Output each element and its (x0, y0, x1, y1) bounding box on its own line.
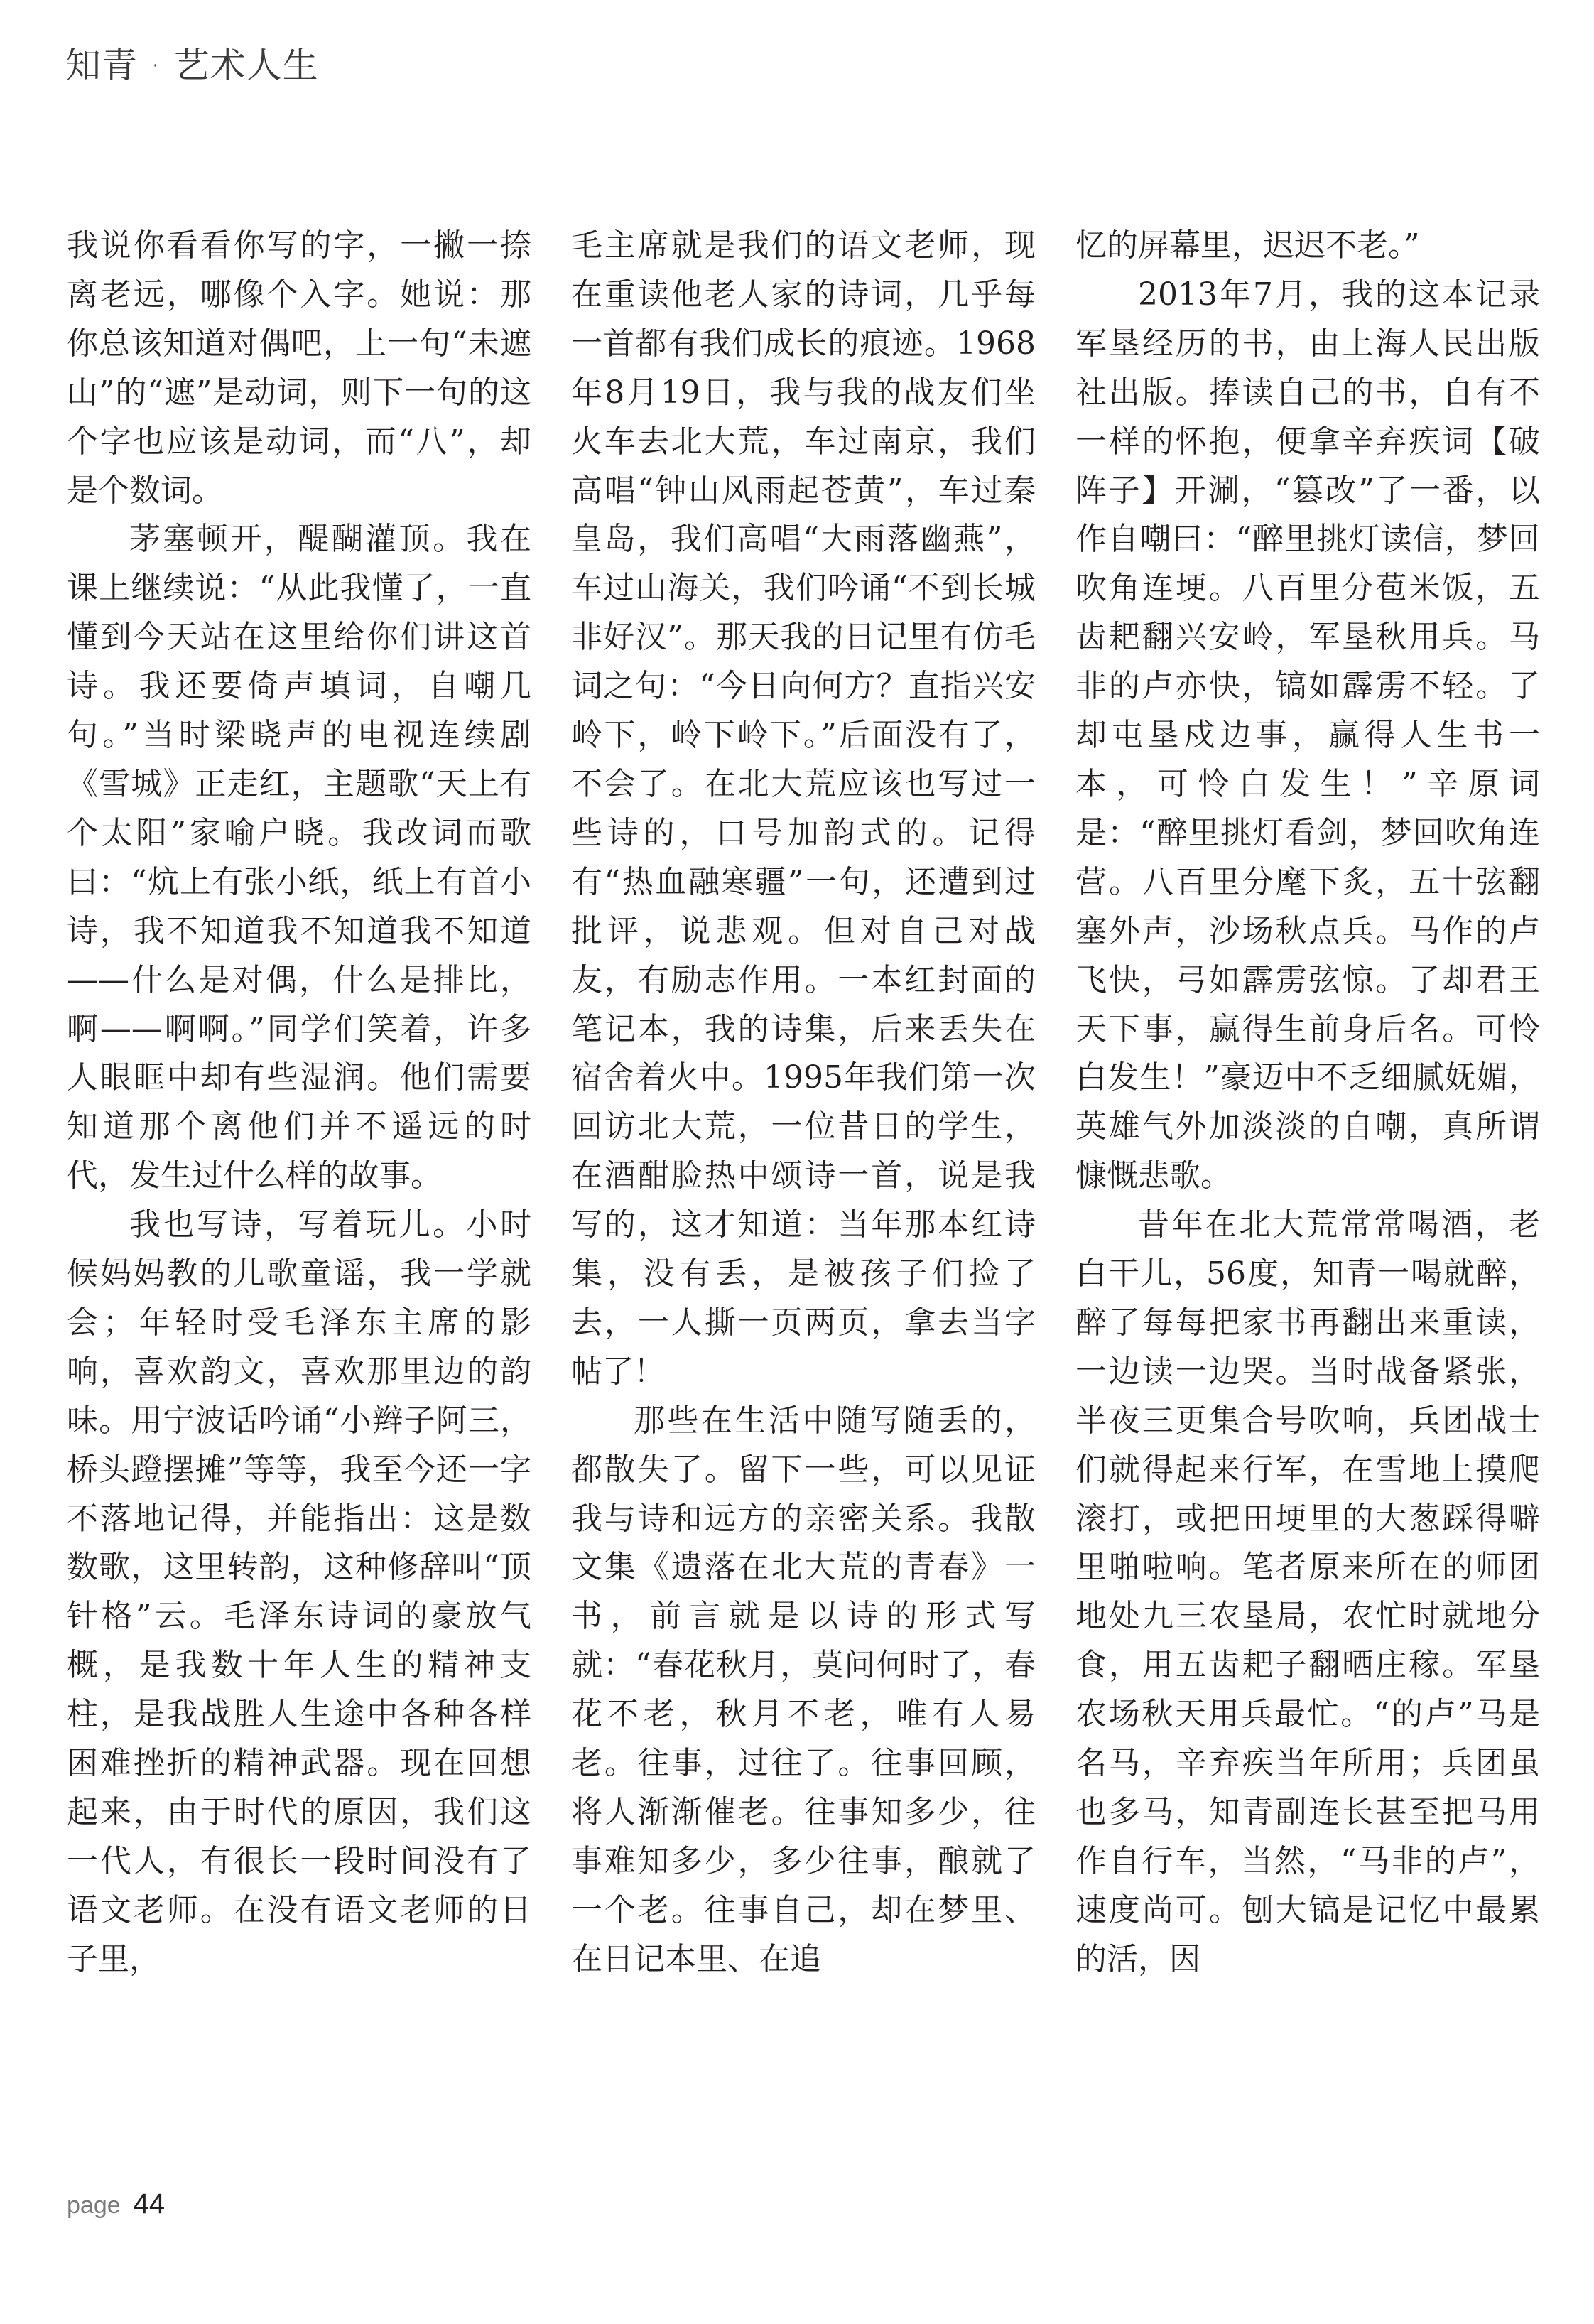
text-column-3 (1075, 222, 1540, 1984)
paragraph: 2013年7月，我的这本记录军垦经历的书，由上海人民出版社出版。捧读自己的书，自有不一样的怀抱，便拿辛弃疾词【破阵子】开涮，“篡改”了一番，以作自嘲曰：“醉里挑灯读信，梦回吹角连埂。八百里分苞米饭，五齿耙翻兴安岭，军垦秋用兵。马非的卢亦快，镐如霹雳不轻。了却屯垦戍边事，赢得人生书一本，可怜白发生！”辛原词是：“醉里挑灯看剑，梦回吹角连营。八百里分麾下炙，五十弦翻塞外声，沙场秋点兵。马作的卢飞快，弓如霹雳弦惊。了却君王天下事，赢得生前身后名。可怜白发生！”豪迈中不乏细腻妩媚，英雄气外加淡淡的自嘲，真所谓慷慨悲歌。 (1075, 276, 1540, 1194)
paragraph: 毛主席就是我们的语文老师，现在重读他老人家的诗词，几乎每一首都有我们成长的痕迹。1968年8月19日，我与我的战友们坐火车去北大荒，车过南京，我们高唱“钟山风雨起苍黄”，车过秦皇岛，我们高唱“大雨落幽燕”，车过山海关，我们吟诵“不到长城非好汉”。那天我的日记里有仿毛词之句：“今日向何方？直指兴安岭下，岭下岭下。”后面没有了，不会了。在北大荒应该也写过一些诗的，口号加韵式的。记得有“热血融寒疆”一句，还遭到过批评，说悲观。但对自己对战友，有励志作用。一本红封面的笔记本，我的诗集，后来丢失在宿舍着火中。1995年我们第一次回访北大荒，一位昔日的学生，在酒酣脸热中颂诗一首，说是我写的，这才知道：当年那本红诗集，没有丢，是被孩子们捡了去，一人撕一页两页，拿去当字帖了！ (571, 227, 1036, 1390)
paragraph: 忆的屏幕里，迟迟不老。” (1075, 227, 1420, 264)
paragraph: 我说你看看你写的字，一撇一捺离老远，哪像个入字。她说：那你总该知道对偶吧，上一句“未遮山”的“遮”是动词，则下一句的这个字也应该是动词，而“八”，却是个数词。 (67, 227, 531, 509)
paragraph: 那些在生活中随写随丢的，都散失了。留下一些，可以见证我与诗和远方的亲密关系。我散文集《遗落在北大荒的青春》一书，前言就是以诗的形式写就：“春花秋月，莫问何时了，春花不老，秋月不老，唯有人易老。往事，过往了。往事回顾，将人渐渐催老。往事知多少，往事难知多少，多少往事，酿就了一个老。往事自己，却在梦里、在日记本里、在追 (571, 1402, 1036, 1977)
page-footer (67, 2188, 165, 2220)
page-number: 44 (133, 2188, 166, 2220)
running-header: 知青 · 艺术人生 (65, 45, 319, 86)
paragraph: 我也写诗，写着玩儿。小时候妈妈教的儿歌童谣，我一学就会；年轻时受毛泽东主席的影响，喜欢韵文，喜欢那里边的韵味。用宁波话吟诵“小辫子阿三，桥头蹬摆摊”等等，我至今还一字不落地记得，并能指出：这是数数歌，这里转韵，这种修辞叫“顶针格”云。毛泽东诗词的豪放气概，是我数十年人生的精神支柱，是我战胜人生途中各种各样困难挫折的精神武器。现在回想起来，由于时代的原因，我们这一代人，有很长一段时间没有了语文老师。在没有语文老师的日子里， (67, 1206, 531, 1977)
paragraph: 茅塞顿开，醍醐灌顶。我在课上继续说：“从此我懂了，一直懂到今天站在这里给你们讲这首诗。我还要倚声填词，自嘲几句。”当时梁晓声的电视连续剧《雪城》正走红，主题歌“天上有个太阳”家喻户晓。我改词而歌曰：“炕上有张小纸，纸上有首小诗，我不知道我不知道我不知道——什么是对偶，什么是排比，啊——啊啊。”同学们笑着，许多人眼眶中却有些湿润。他们需要知道那个离他们并不遥远的时代，发生过什么样的故事。 (67, 521, 531, 1194)
page-label: page (67, 2192, 121, 2219)
text-column-2 (571, 222, 1036, 1984)
paragraph: 昔年在北大荒常常喝酒，老白干儿，56度，知青一喝就醉，醉了每每把家书再翻出来重读，一边读一边哭。当时战备紧张，半夜三更集合号吹响，兵团战士们就得起来行军，在雪地上摸爬滚打，或把田埂里的大葱踩得噼里啪啦响。笔者原来所在的师团地处九三农垦局，农忙时就地分食，用五齿耙子翻晒庄稼。军垦农场秋天用兵最忙。“的卢”马是名马，辛弃疾当年所用；兵团虽也多马，知青副连长甚至把马用作自行车，当然，“马非的卢”，速度尚可。刨大镐是记忆中最累的活，因 (1075, 1206, 1540, 1977)
text-column-1 (67, 222, 531, 1984)
